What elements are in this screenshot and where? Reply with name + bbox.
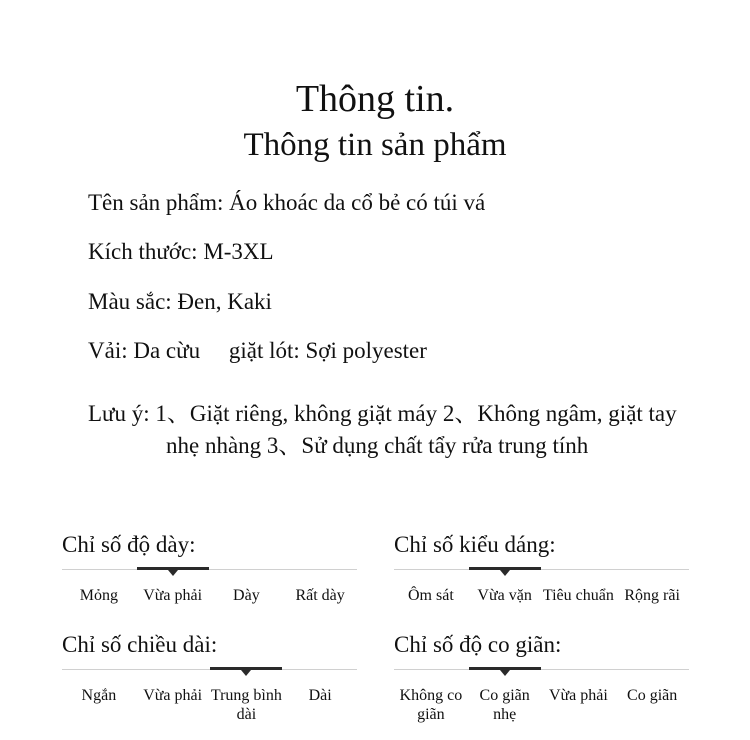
stretch-indicator bbox=[394, 630, 689, 740]
care-note bbox=[88, 398, 728, 462]
indicator-title: Chỉ số độ co giãn: bbox=[394, 632, 562, 657]
page-title: Thông tin. bbox=[295, 78, 455, 120]
care-note-line-1: Lưu ý: 1、Giặt riêng, không giặt máy 2、Không ngâm, giặt tay bbox=[88, 401, 677, 426]
product-color: Màu sắc: Đen, Kaki bbox=[88, 289, 272, 314]
indicator-marker bbox=[168, 570, 178, 576]
fit-indicator bbox=[394, 530, 689, 640]
indicator-option: Mỏng bbox=[79, 587, 118, 604]
indicator-option: Tiêu chuẩn bbox=[542, 587, 614, 604]
indicator-track bbox=[62, 569, 357, 570]
indicator-marker bbox=[500, 570, 510, 576]
indicator-options bbox=[394, 686, 689, 724]
indicator-option: Co giãn nhẹ bbox=[479, 687, 530, 723]
indicator-options bbox=[62, 686, 357, 724]
indicator-options bbox=[62, 586, 357, 605]
indicator-option: Trung bình dài bbox=[210, 687, 282, 723]
indicator-option: Vừa phải bbox=[143, 587, 203, 604]
care-note-line-2: nhẹ nhàng 3、Sử dụng chất tẩy rửa trung tính bbox=[166, 433, 589, 458]
indicator-option: Vừa phải bbox=[548, 687, 608, 704]
indicator-option: Vừa vặn bbox=[477, 587, 532, 604]
thickness-indicator bbox=[62, 530, 357, 640]
product-fabric: Vải: Da cừu giặt lót: Sợi polyester bbox=[88, 338, 427, 363]
length-indicator bbox=[62, 630, 357, 740]
indicator-option: Rất dày bbox=[295, 587, 345, 604]
indicator-option: Rộng rãi bbox=[624, 587, 680, 604]
indicator-marker bbox=[500, 670, 510, 676]
page-subtitle: Thông tin sản phẩm bbox=[243, 127, 507, 163]
indicator-options bbox=[394, 586, 689, 605]
indicator-option: Dày bbox=[233, 587, 260, 604]
indicator-title: Chỉ số chiều dài: bbox=[62, 632, 218, 657]
product-size: Kích thước: M-3XL bbox=[88, 239, 274, 264]
indicator-option: Ngắn bbox=[81, 687, 117, 704]
indicator-title: Chỉ số độ dày: bbox=[62, 532, 196, 557]
indicator-option: Vừa phải bbox=[143, 687, 203, 704]
indicator-option: Không co giãn bbox=[399, 687, 463, 723]
indicator-option: Dài bbox=[308, 687, 332, 704]
indicator-title: Chỉ số kiểu dáng: bbox=[394, 532, 556, 557]
indicator-option: Ôm sát bbox=[407, 587, 454, 604]
indicator-track bbox=[394, 569, 689, 570]
indicator-track bbox=[394, 669, 689, 670]
product-name: Tên sản phẩm: Áo khoác da cổ bẻ có túi vá bbox=[88, 190, 486, 215]
indicator-marker bbox=[241, 670, 251, 676]
indicator-option: Co giãn bbox=[627, 687, 678, 704]
